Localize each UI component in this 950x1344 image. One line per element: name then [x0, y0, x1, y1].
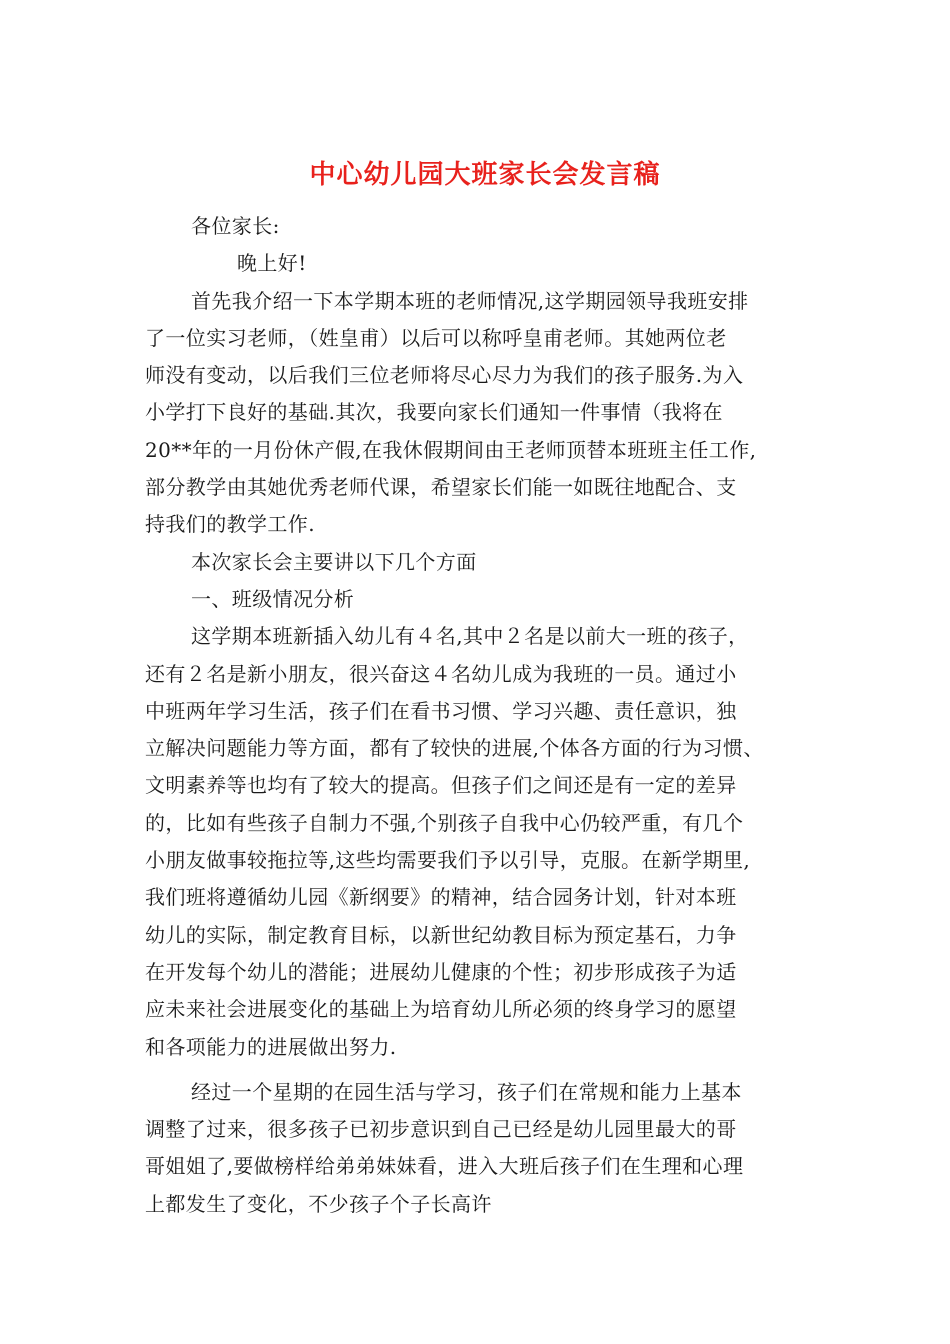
- paragraph-line: 立解决问题能力等方面，都有了较快的进展,个体各方面的行为习惯、: [145, 736, 764, 761]
- paragraph-line: 上都发生了变化，不少孩子个子长高许: [145, 1191, 492, 1216]
- paragraph-line: 首先我介绍一下本学期本班的老师情况,这学期园领导我班安排: [191, 288, 749, 313]
- paragraph-line: 师没有变动，以后我们三位老师将尽心尽力为我们的孩子服务.为入: [145, 363, 744, 388]
- paragraph-line: 小朋友做事较拖拉等,这些均需要我们予以引导，克服。在新学期里,: [145, 848, 751, 873]
- paragraph-line: 应未来社会进展变化的基础上为培育幼儿所必须的终身学习的愿望: [145, 997, 737, 1022]
- paragraph-spacer: [145, 1066, 810, 1074]
- paragraph-line: 部分教学由其她优秀老师代课，希望家长们能一如既往地配合、支: [145, 475, 737, 500]
- paragraph-line: 小学打下良好的基础.其次，我要向家长们通知一件事情（我将在: [145, 400, 723, 425]
- paragraph-line: 20**年的一月份休产假,在我休假期间由王老师顶替本班班主任工作,: [145, 437, 757, 462]
- paragraph-line: 这学期本班新插入幼儿有４名,其中２名是以前大一班的孩子，: [191, 624, 749, 649]
- document-title: 中心幼儿园大班家长会发言稿: [309, 160, 661, 190]
- paragraph-line: 中班两年学习生活，孩子们在看书习惯、学习兴趣、责任意识，独: [145, 698, 737, 723]
- paragraph-line: 的，比如有些孩子自制力不强,个别孩子自我中心仍较严重，有几个: [145, 810, 744, 835]
- paragraph-line: 持我们的教学工作.: [145, 512, 315, 537]
- paragraph-line: 和各项能力的进展做出努力.: [145, 1034, 397, 1059]
- paragraph-line: 幼儿的实际，制定教育目标，以新世纪幼教目标为预定基石，力争: [145, 922, 737, 947]
- greeting: 晚上好!: [237, 251, 307, 276]
- section-intro: 本次家长会主要讲以下几个方面: [191, 549, 477, 574]
- paragraph-line: 还有２名是新小朋友，很兴奋这４名幼儿成为我班的一员。通过小: [145, 661, 737, 686]
- section-heading: 一、班级情况分析: [191, 586, 355, 611]
- paragraph-line: 调整了过来，很多孩子已初步意识到自己已经是幼儿园里最大的哥: [145, 1117, 737, 1142]
- paragraph-line: 哥姐姐了,要做榜样给弟弟妹妹看，进入大班后孩子们在生理和心理: [145, 1154, 744, 1179]
- document-body: [145, 208, 810, 1223]
- paragraph-line: 了一位实习老师，（姓皇甫）以后可以称呼皇甫老师。其她两位老: [145, 325, 727, 350]
- paragraph-line: 在开发每个幼儿的潜能；进展幼儿健康的个性；初步形成孩子为适: [145, 959, 737, 984]
- paragraph-line: 文明素养等也均有了较大的提高。但孩子们之间还是有一定的差异: [145, 773, 737, 798]
- paragraph-line: 经过一个星期的在园生活与学习，孩子们在常规和能力上基本: [191, 1079, 742, 1104]
- paragraph-line: 我们班将遵循幼儿园《新纲要》的精神，结合园务计划，针对本班: [145, 885, 737, 910]
- salutation: 各位家长:: [191, 214, 280, 238]
